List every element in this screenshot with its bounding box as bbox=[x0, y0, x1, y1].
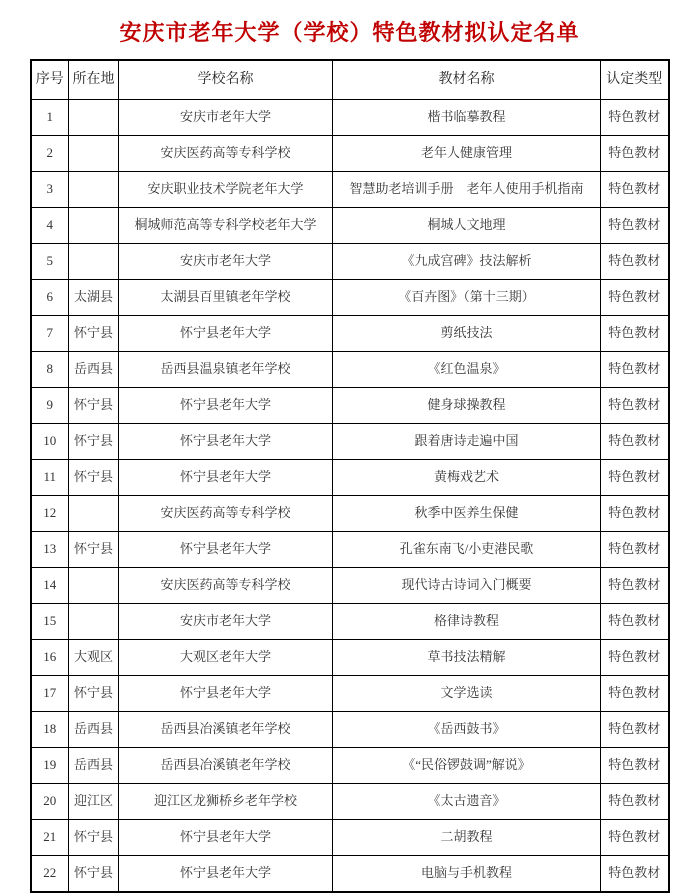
row-index-cell: 22 bbox=[31, 856, 69, 893]
row-index-cell: 8 bbox=[31, 352, 69, 388]
school-cell: 迎江区龙狮桥乡老年学校 bbox=[119, 784, 333, 820]
header-row bbox=[31, 60, 669, 100]
textbook-cell: 《“民俗锣鼓调”解说》 bbox=[333, 748, 601, 784]
location-cell: 大观区 bbox=[69, 640, 119, 676]
school-cell: 怀宁县老年大学 bbox=[119, 856, 333, 893]
table-row bbox=[31, 136, 669, 172]
type-cell: 特色教材 bbox=[601, 856, 669, 893]
type-cell: 特色教材 bbox=[601, 172, 669, 208]
row-index-cell: 5 bbox=[31, 244, 69, 280]
textbook-cell: 二胡教程 bbox=[333, 820, 601, 856]
table-row bbox=[31, 640, 669, 676]
textbook-cell: 老年人健康管理 bbox=[333, 136, 601, 172]
location-cell: 太湖县 bbox=[69, 280, 119, 316]
textbook-roster-table bbox=[30, 59, 670, 893]
type-cell: 特色教材 bbox=[601, 496, 669, 532]
table-row bbox=[31, 676, 669, 712]
textbook-cell: 草书技法精解 bbox=[333, 640, 601, 676]
location-cell: 岳西县 bbox=[69, 748, 119, 784]
type-cell: 特色教材 bbox=[601, 352, 669, 388]
textbook-cell: 黄梅戏艺术 bbox=[333, 460, 601, 496]
location-cell: 怀宁县 bbox=[69, 316, 119, 352]
textbook-cell: 《百卉图》（第十三期） bbox=[333, 280, 601, 316]
row-index-cell: 12 bbox=[31, 496, 69, 532]
type-cell: 特色教材 bbox=[601, 568, 669, 604]
table-row bbox=[31, 532, 669, 568]
table-row bbox=[31, 424, 669, 460]
school-cell: 岳西县冶溪镇老年学校 bbox=[119, 748, 333, 784]
table-row bbox=[31, 748, 669, 784]
textbook-cell: 格律诗教程 bbox=[333, 604, 601, 640]
textbook-cell: 智慧助老培训手册 老年人使用手机指南 bbox=[333, 172, 601, 208]
school-cell: 岳西县冶溪镇老年学校 bbox=[119, 712, 333, 748]
type-cell: 特色教材 bbox=[601, 532, 669, 568]
row-index-cell: 7 bbox=[31, 316, 69, 352]
school-cell: 怀宁县老年大学 bbox=[119, 424, 333, 460]
type-cell: 特色教材 bbox=[601, 604, 669, 640]
school-cell: 太湖县百里镇老年学校 bbox=[119, 280, 333, 316]
table-row bbox=[31, 172, 669, 208]
school-cell: 安庆医药高等专科学校 bbox=[119, 568, 333, 604]
school-cell: 怀宁县老年大学 bbox=[119, 676, 333, 712]
type-cell: 特色教材 bbox=[601, 712, 669, 748]
textbook-cell: 健身球操教程 bbox=[333, 388, 601, 424]
textbook-cell: 楷书临摹教程 bbox=[333, 100, 601, 136]
row-index-cell: 19 bbox=[31, 748, 69, 784]
location-cell bbox=[69, 568, 119, 604]
location-cell bbox=[69, 136, 119, 172]
school-cell: 怀宁县老年大学 bbox=[119, 316, 333, 352]
type-cell: 特色教材 bbox=[601, 784, 669, 820]
row-index-cell: 11 bbox=[31, 460, 69, 496]
page-title: 安庆市老年大学（学校）特色教材拟认定名单 bbox=[119, 20, 580, 45]
school-cell: 怀宁县老年大学 bbox=[119, 388, 333, 424]
type-cell: 特色教材 bbox=[601, 676, 669, 712]
school-cell: 怀宁县老年大学 bbox=[119, 460, 333, 496]
textbook-cell: 现代诗古诗词入门概要 bbox=[333, 568, 601, 604]
location-cell bbox=[69, 172, 119, 208]
header-location: 所在地 bbox=[69, 60, 119, 100]
header-no: 序号 bbox=[31, 60, 69, 100]
table-row bbox=[31, 604, 669, 640]
location-cell: 怀宁县 bbox=[69, 676, 119, 712]
textbook-cell: 电脑与手机教程 bbox=[333, 856, 601, 893]
row-index-cell: 13 bbox=[31, 532, 69, 568]
school-cell: 安庆市老年大学 bbox=[119, 244, 333, 280]
school-cell: 大观区老年大学 bbox=[119, 640, 333, 676]
textbook-cell: 《太古遗音》 bbox=[333, 784, 601, 820]
location-cell: 怀宁县 bbox=[69, 820, 119, 856]
type-cell: 特色教材 bbox=[601, 820, 669, 856]
row-index-cell: 14 bbox=[31, 568, 69, 604]
school-cell: 桐城师范高等专科学校老年大学 bbox=[119, 208, 333, 244]
type-cell: 特色教材 bbox=[601, 136, 669, 172]
location-cell bbox=[69, 604, 119, 640]
textbook-cell: 桐城人文地理 bbox=[333, 208, 601, 244]
textbook-cell: 《红色温泉》 bbox=[333, 352, 601, 388]
location-cell: 岳西县 bbox=[69, 352, 119, 388]
type-cell: 特色教材 bbox=[601, 244, 669, 280]
header-textbook: 教材名称 bbox=[333, 60, 601, 100]
table-row bbox=[31, 388, 669, 424]
textbook-cell: 剪纸技法 bbox=[333, 316, 601, 352]
type-cell: 特色教材 bbox=[601, 280, 669, 316]
table-row bbox=[31, 208, 669, 244]
location-cell: 迎江区 bbox=[69, 784, 119, 820]
location-cell bbox=[69, 496, 119, 532]
type-cell: 特色教材 bbox=[601, 100, 669, 136]
row-index-cell: 3 bbox=[31, 172, 69, 208]
textbook-cell: 《岳西鼓书》 bbox=[333, 712, 601, 748]
location-cell: 怀宁县 bbox=[69, 388, 119, 424]
school-cell: 安庆医药高等专科学校 bbox=[119, 496, 333, 532]
location-cell bbox=[69, 244, 119, 280]
type-cell: 特色教材 bbox=[601, 208, 669, 244]
table-row bbox=[31, 820, 669, 856]
row-index-cell: 17 bbox=[31, 676, 69, 712]
row-index-cell: 15 bbox=[31, 604, 69, 640]
textbook-cell: 秋季中医养生保健 bbox=[333, 496, 601, 532]
row-index-cell: 21 bbox=[31, 820, 69, 856]
table-row bbox=[31, 784, 669, 820]
row-index-cell: 6 bbox=[31, 280, 69, 316]
location-cell: 岳西县 bbox=[69, 712, 119, 748]
school-cell: 安庆职业技术学院老年大学 bbox=[119, 172, 333, 208]
row-index-cell: 10 bbox=[31, 424, 69, 460]
location-cell: 怀宁县 bbox=[69, 532, 119, 568]
row-index-cell: 16 bbox=[31, 640, 69, 676]
table-row bbox=[31, 100, 669, 136]
textbook-cell: 《九成宫碑》技法解析 bbox=[333, 244, 601, 280]
row-index-cell: 1 bbox=[31, 100, 69, 136]
table-row bbox=[31, 568, 669, 604]
row-index-cell: 2 bbox=[31, 136, 69, 172]
row-index-cell: 18 bbox=[31, 712, 69, 748]
table-header bbox=[31, 60, 669, 100]
school-cell: 安庆市老年大学 bbox=[119, 604, 333, 640]
table-row bbox=[31, 352, 669, 388]
type-cell: 特色教材 bbox=[601, 640, 669, 676]
location-cell: 怀宁县 bbox=[69, 424, 119, 460]
header-type: 认定类型 bbox=[601, 60, 669, 100]
school-cell: 安庆市老年大学 bbox=[119, 100, 333, 136]
location-cell bbox=[69, 100, 119, 136]
location-cell: 怀宁县 bbox=[69, 856, 119, 893]
table-row bbox=[31, 496, 669, 532]
school-cell: 岳西县温泉镇老年学校 bbox=[119, 352, 333, 388]
textbook-cell: 孔雀东南飞/小吏港民歌 bbox=[333, 532, 601, 568]
textbook-cell: 文学选读 bbox=[333, 676, 601, 712]
table-row bbox=[31, 244, 669, 280]
school-cell: 怀宁县老年大学 bbox=[119, 820, 333, 856]
school-cell: 怀宁县老年大学 bbox=[119, 532, 333, 568]
table-row bbox=[31, 280, 669, 316]
type-cell: 特色教材 bbox=[601, 748, 669, 784]
table-body bbox=[31, 100, 669, 893]
row-index-cell: 20 bbox=[31, 784, 69, 820]
row-index-cell: 4 bbox=[31, 208, 69, 244]
type-cell: 特色教材 bbox=[601, 460, 669, 496]
row-index-cell: 9 bbox=[31, 388, 69, 424]
location-cell: 怀宁县 bbox=[69, 460, 119, 496]
table-row bbox=[31, 460, 669, 496]
location-cell bbox=[69, 208, 119, 244]
type-cell: 特色教材 bbox=[601, 316, 669, 352]
table-row bbox=[31, 712, 669, 748]
type-cell: 特色教材 bbox=[601, 388, 669, 424]
school-cell: 安庆医药高等专科学校 bbox=[119, 136, 333, 172]
type-cell: 特色教材 bbox=[601, 424, 669, 460]
header-school: 学校名称 bbox=[119, 60, 333, 100]
table-row bbox=[31, 316, 669, 352]
textbook-cell: 跟着唐诗走遍中国 bbox=[333, 424, 601, 460]
